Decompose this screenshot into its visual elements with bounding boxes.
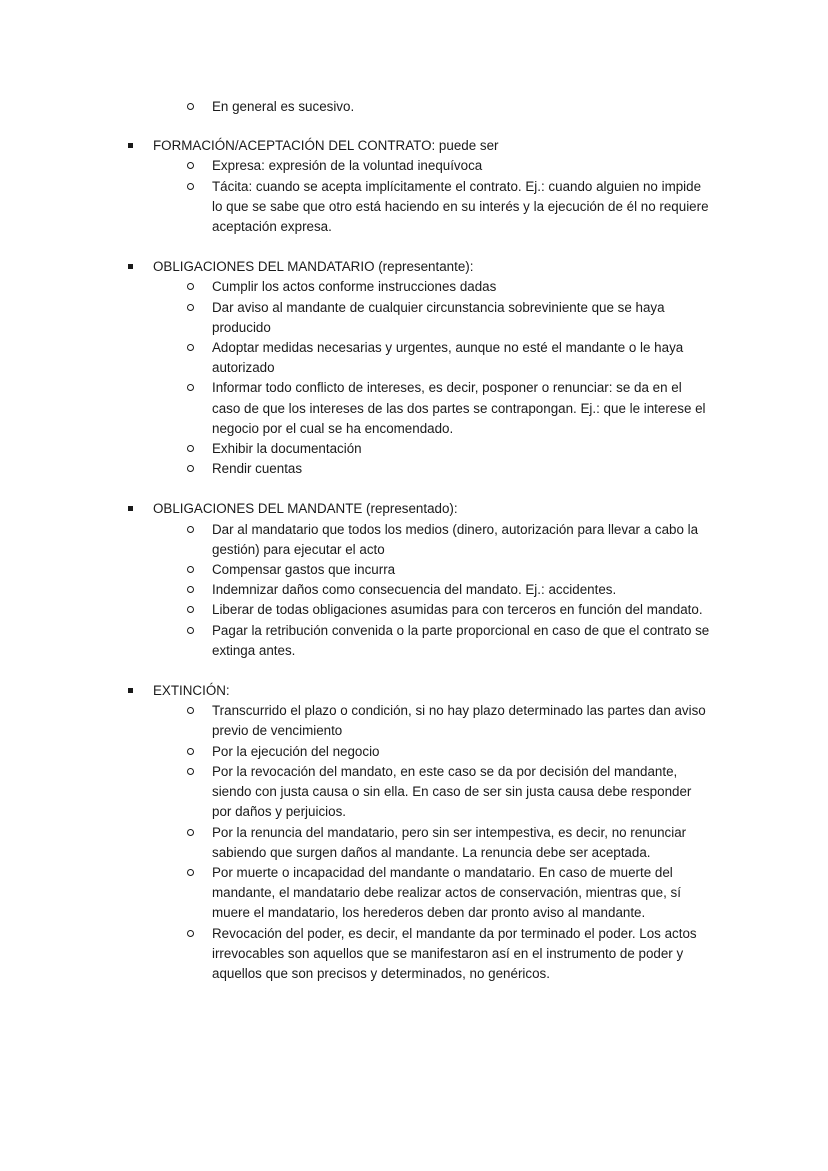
circle-bullet-icon — [187, 768, 194, 775]
square-bullet-icon — [128, 143, 133, 148]
list-item-text: Por muerte o incapacidad del mandante o mandatario. En caso de muerte del mandante, el mandatario debe realizar actos de conservación, mientras que, sí muere el mandatario, los herederos deben dar pronto aviso al mandante. — [212, 864, 681, 921]
list-item — [0, 762, 712, 823]
section-heading — [0, 681, 713, 701]
sub-list — [0, 277, 828, 479]
list-item-text: Por la renuncia del mandatario, pero sin ser intempestiva, es decir, no renunciar sabiendo que surgen daños al mandante. La renuncia debe ser aceptada. — [212, 824, 687, 860]
list-item-text: Liberar de todas obligaciones asumidas para con terceros en función del mandato. — [212, 602, 703, 618]
list-item — [0, 459, 712, 479]
list-item — [0, 277, 712, 297]
list-item — [0, 600, 712, 620]
list-item-text: Pagar la retribución convenida o la parte proporcional en caso de que el contrato se extinga antes. — [212, 622, 710, 658]
circle-bullet-icon — [187, 586, 194, 593]
list-item — [0, 560, 712, 580]
section-heading-text: OBLIGACIONES DEL MANDATARIO (representante): — [153, 259, 474, 275]
list-item — [0, 823, 712, 863]
circle-bullet-icon — [187, 183, 194, 190]
list-item-text: Revocación del poder, es decir, el mandante da por terminado el poder. Los actos irrevocables son aquellos que se manifestaron así en el instrumento de poder y aquellos que son precisos y determinados, no genéricos. — [212, 925, 697, 981]
list-item-text: Por la revocación del mandato, en este caso se da por decisión del mandante, siendo con justa causa o sin ella. En caso de ser sin justa causa debe responder por daños y perjuicios. — [212, 763, 692, 820]
circle-bullet-icon — [187, 384, 194, 391]
circle-bullet-icon — [187, 930, 194, 937]
circle-bullet-icon — [187, 627, 194, 634]
list-item — [0, 863, 712, 924]
circle-bullet-icon — [187, 829, 194, 836]
list-item — [0, 580, 712, 600]
section-heading-text: OBLIGACIONES DEL MANDANTE (representado): — [153, 501, 458, 517]
list-item — [0, 520, 712, 560]
circle-bullet-icon — [187, 445, 194, 452]
sub-list — [0, 520, 828, 661]
circle-bullet-icon — [187, 103, 194, 110]
circle-bullet-icon — [187, 566, 194, 573]
list-item — [0, 298, 712, 338]
circle-bullet-icon — [187, 869, 194, 876]
list-item — [0, 338, 712, 378]
section-heading-text: EXTINCIÓN: — [153, 683, 230, 699]
list-item-text: Por la ejecución del negocio — [212, 743, 380, 759]
list-item — [0, 924, 712, 985]
section-extincion — [0, 681, 828, 984]
section-heading — [0, 499, 713, 519]
square-bullet-icon — [128, 506, 133, 511]
list-item-text: Cumplir los actos conforme instrucciones dadas — [212, 279, 497, 295]
circle-bullet-icon — [187, 304, 194, 311]
circle-bullet-icon — [187, 344, 194, 351]
section-heading-text: FORMACIÓN/ACEPTACIÓN DEL CONTRATO: puede ser — [153, 138, 499, 154]
circle-bullet-icon — [187, 465, 194, 472]
list-item-text: En general es sucesivo. — [212, 99, 355, 114]
list-item-text: Exhibir la documentación — [212, 441, 362, 457]
section-obligaciones-mandatario — [0, 257, 828, 479]
list-item — [0, 742, 712, 762]
circle-bullet-icon — [187, 283, 194, 290]
list-item — [0, 701, 712, 741]
circle-bullet-icon — [187, 707, 194, 714]
list-item-text: Informar todo conflicto de intereses, es decir, posponer o renunciar: se da en el caso de que los intereses de las dos partes se contrapongan. Ej.: que le interese el negocio por el cual se ha encomendado. — [212, 380, 706, 436]
intro-list — [0, 97, 828, 117]
section-heading — [0, 136, 713, 156]
list-item — [0, 156, 712, 176]
square-bullet-icon — [128, 264, 133, 269]
list-item-text: Dar al mandatario que todos los medios (dinero, autorización para llevar a cabo la gestión) para ejecutar el acto — [212, 521, 699, 557]
list-item-text: Dar aviso al mandante de cualquier circunstancia sobreviniente que se haya producido — [212, 299, 665, 335]
list-item — [0, 621, 712, 661]
list-item-text: Adoptar medidas necesarias y urgentes, aunque no esté el mandante o le haya autorizado — [212, 340, 684, 376]
list-item — [0, 439, 712, 459]
circle-bullet-icon — [187, 162, 194, 169]
list-item-text: Rendir cuentas — [212, 461, 303, 477]
list-item — [0, 378, 712, 439]
circle-bullet-icon — [187, 748, 194, 755]
sub-list — [0, 156, 828, 237]
square-bullet-icon — [128, 688, 133, 693]
circle-bullet-icon — [187, 606, 194, 613]
list-item — [0, 97, 712, 117]
section-formacion — [0, 136, 828, 237]
list-item-text: Transcurrido el plazo o condición, si no hay plazo determinado las partes dan aviso previo de vencimiento — [212, 703, 706, 739]
sub-list — [0, 701, 828, 984]
list-item — [0, 177, 712, 238]
list-item-text: Tácita: cuando se acepta implícitamente el contrato. Ej.: cuando alguien no impide lo que se sabe que otro está haciendo en su interés y la ejecución de él no requiere aceptación expresa. — [212, 178, 709, 235]
list-item-text: Indemnizar daños como consecuencia del mandato. Ej.: accidentes. — [212, 582, 617, 598]
document-page — [0, 97, 828, 1004]
list-item-text: Compensar gastos que incurra — [212, 562, 396, 578]
section-obligaciones-mandante — [0, 499, 828, 661]
section-heading — [0, 257, 713, 277]
list-item-text: Expresa: expresión de la voluntad inequívoca — [212, 158, 483, 174]
circle-bullet-icon — [187, 526, 194, 533]
